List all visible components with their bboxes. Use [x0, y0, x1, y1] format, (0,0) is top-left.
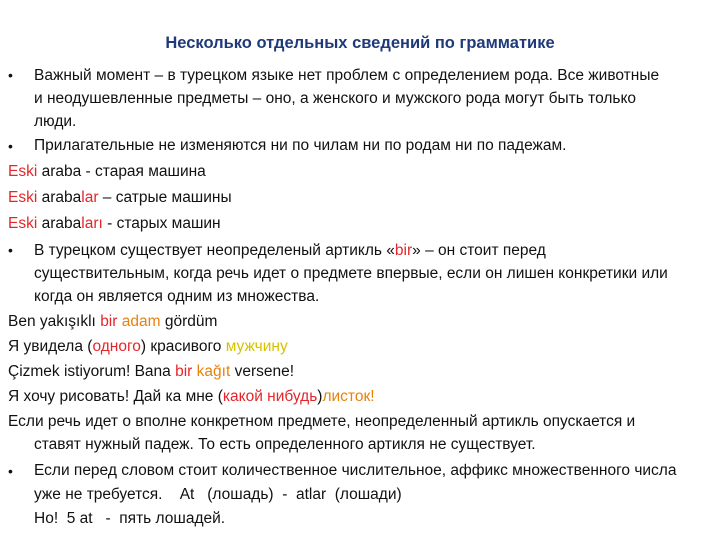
example-eski-araba — [8, 158, 716, 185]
bullet-article-text: » – он стоит перед — [412, 242, 546, 259]
bullet-icon: • — [8, 242, 13, 258]
sentence-cizmek — [8, 359, 716, 384]
paragraph-line-2: ставят нужный падеж. То есть определенного артикля не существует. — [34, 436, 536, 453]
sentence-text: gördüm — [160, 313, 218, 330]
bullet-gender-line-1: Важный момент – в турецком языке нет проблем с определением рода. Все животные — [34, 67, 660, 84]
sentence-ya-hochu — [8, 384, 716, 409]
bullet-gender-line-2: и неодушевленные предметы – оно, а женского и мужского рода могут быть только — [34, 90, 637, 107]
example-rest: – сатрые машины — [98, 189, 232, 206]
word-kagit: kağıt — [196, 363, 231, 380]
bullet-icon: • — [8, 138, 13, 154]
example-eski-arabalar — [8, 185, 716, 211]
bullet-numerals-line-3: Но! 5 at - пять лошадей. — [34, 510, 226, 527]
example-eski-arabalari — [8, 211, 716, 237]
bullet-icon: • — [8, 463, 13, 479]
article-bir: bir — [394, 242, 413, 259]
sentence-text: Çizmek istiyorum! Bana — [8, 363, 176, 380]
example-word-araba: araba — [37, 215, 82, 232]
bullet-article-text: В турецком существует неопределеный артикль « — [34, 242, 395, 259]
word-bir: bir — [100, 313, 118, 330]
example-word-araba: araba — [37, 189, 82, 206]
paragraph-definite-article — [8, 410, 716, 456]
word-listok: листок! — [322, 388, 375, 405]
sentence-text: Я увидела ( — [8, 338, 93, 355]
example-rest: araba - старая машина — [37, 163, 206, 180]
bullet-adjectives — [8, 134, 716, 158]
example-word-eski: Eski — [8, 163, 38, 180]
sentence-text: ) красивого — [140, 338, 226, 355]
word-adam: adam — [121, 313, 161, 330]
page-title: Несколько отдельных сведений по грамматике — [165, 34, 555, 52]
bullet-numerals — [8, 459, 716, 531]
word-kakoy-nibud: какой нибудь — [222, 388, 318, 405]
bullet-gender-line-3: люди. — [34, 113, 77, 130]
example-suffix-lar: lar — [81, 189, 99, 206]
bullet-gender — [8, 64, 716, 133]
sentence-ben-yakisikli — [8, 309, 716, 334]
bullet-article-line-1 — [34, 239, 716, 262]
bullet-numerals-line-1: Если перед словом стоит количественное числительное, аффикс множественного числа — [34, 462, 677, 479]
bullet-icon: • — [8, 67, 13, 83]
bullet-adjectives-text: Прилагательные не изменяются ни по чилам ни по родам ни по падежам. — [34, 137, 567, 154]
sentence-text: versene! — [230, 363, 295, 380]
example-word-eski: Eski — [8, 189, 38, 206]
slide-content — [8, 64, 716, 531]
bullet-numerals-line-2: уже не требуется. At (лошадь) - atlar (лошади) — [34, 486, 402, 503]
example-word-eski: Eski — [8, 215, 38, 232]
bullet-article-line-3: когда он является одним из множества. — [34, 288, 320, 305]
sentence-text: Я хочу рисовать! Дай ка мне ( — [8, 388, 223, 405]
example-suffix-lari: ları — [81, 215, 103, 232]
paragraph-line-1: Если речь идет о вполне конкретном предмете, неопределенный артикль опускается и — [8, 413, 636, 430]
sentence-text: ) — [317, 388, 323, 405]
bullet-article-line-2: существительным, когда речь идет о предмете впервые, если он лишен конкретики или — [34, 265, 668, 282]
word-bir: bir — [175, 363, 193, 380]
sentence-ya-uvidela — [8, 334, 716, 359]
word-muzhchinu: мужчину — [225, 338, 288, 355]
word-odnogo: одного — [92, 338, 141, 355]
sentence-text: Ben yakışıklı — [8, 313, 101, 330]
bullet-article — [8, 239, 716, 308]
example-rest: - старых машин — [102, 215, 221, 232]
